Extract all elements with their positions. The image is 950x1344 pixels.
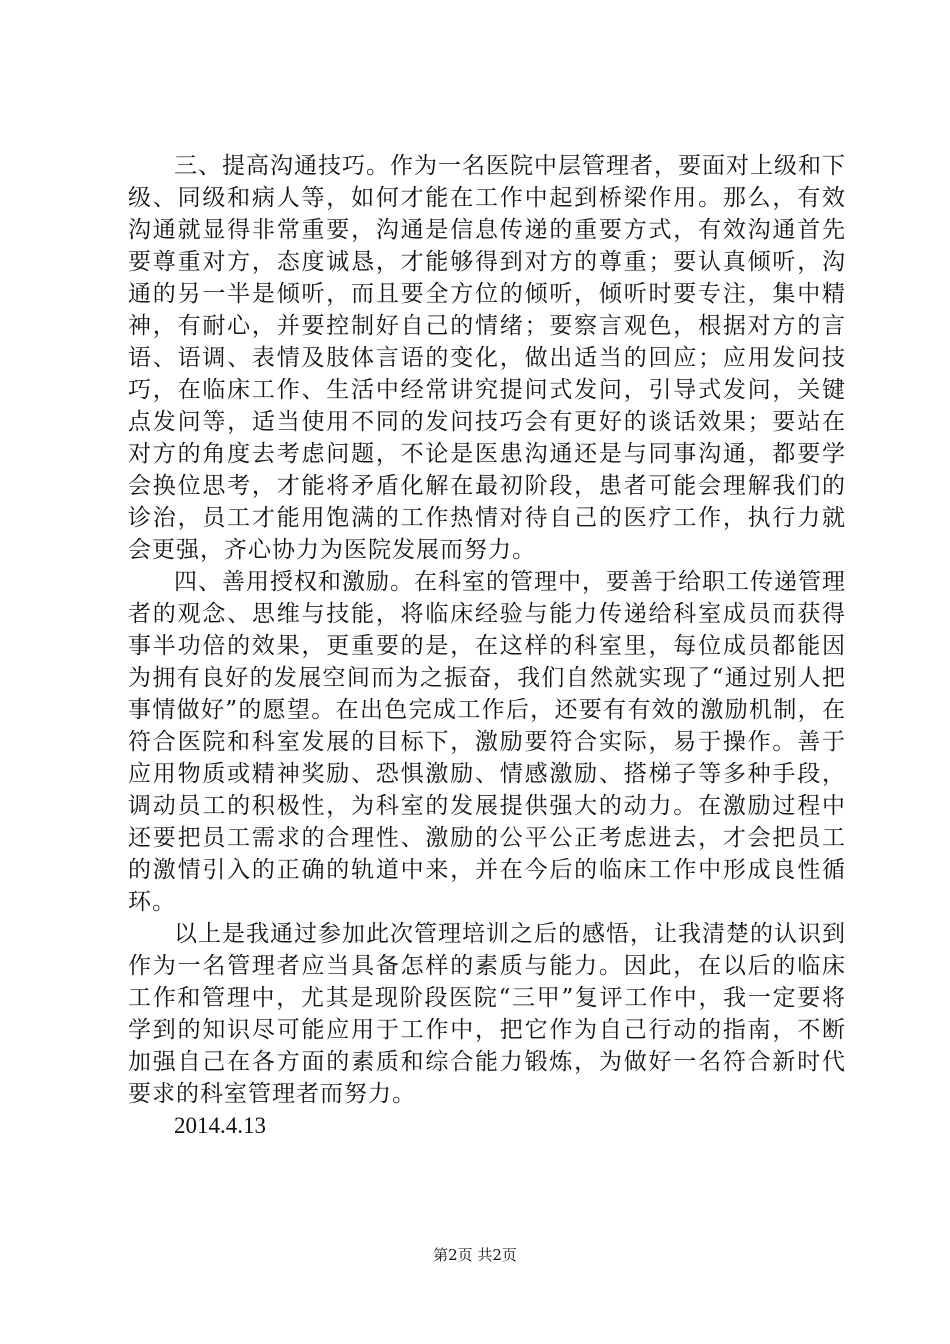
paragraph-communication-skills: 三、提高沟通技巧。作为一名医院中层管理者，要面对上级和下级、同级和病人等，如何才能在工作中起到桥梁作用。那么，有效沟通就显得非常重要，沟通是信息传递的重要方式，有效沟通首先要尊重对方，态度诚恳，才能够得到对方的尊重；要认真倾听，沟通的另一半是倾听，而且要全方位的倾听，倾听时要专注，集中精神，有耐心，并要控制好自己的情绪；要察言观色，根据对方的言语、语调、表情及肢体言语的变化，做出适当的回应；应用发问技巧，在临床工作、生活中经常讲究提问式发问，引导式发问，关键点发问等，适当使用不同的发问技巧会有更好的谈话效果；要站在对方的角度去考虑问题，不论是医患沟通还是与同事沟通，都要学会换位思考，才能将矛盾化解在最初阶段，患者可能会理解我们的诊治，员工才能用饱满的工作热情对待自己的医疗工作，执行力就会更强，齐心协力为医院发展而努力。 — [128, 153, 846, 563]
paragraph-authorization-incentive: 四、善用授权和激励。在科室的管理中，要善于给职工传递管理者的观念、思维与技能，将临床经验与能力传递给科室成员而获得事半功倍的效果，更重要的是，在这样的科室里，每位成员都能因为拥有良好的发展空间而为之振奋，我们自然就实现了“通过别人把事情做好”的愿望。在出色完成工作后，还要有有效的激励机制，在符合医院和科室发展的目标下，激励要符合实际，易于操作。善于应用物质或精神奖励、恐惧激励、情感激励、搭梯子等多种手段，调动员工的积极性，为科室的发展提供强大的动力。在激励过程中还要把员工需求的合理性、激励的公平公正考虑进去，才会把员工的激情引入的正确的轨道中来，并在今后的临床工作中形成良性循环。 — [128, 569, 846, 915]
paragraph-conclusion: 以上是我通过参加此次管理培训之后的感悟，让我清楚的认识到作为一名管理者应当具备怎样的素质与能力。因此，在以后的临床工作和管理中，尤其是现阶段医院“三甲”复评工作中，我一定要将学到的知识尽可能应用于工作中，把它作为自己行动的指南，不断加强自己在各方面的素质和综合能力锻炼，为做好一名符合新时代要求的科室管理者而努力。 — [128, 921, 846, 1107]
document-date: 2014.4.13 — [174, 1113, 266, 1138]
document-body — [128, 150, 846, 1142]
page-footer: 第2页 共2页 — [433, 1246, 517, 1264]
